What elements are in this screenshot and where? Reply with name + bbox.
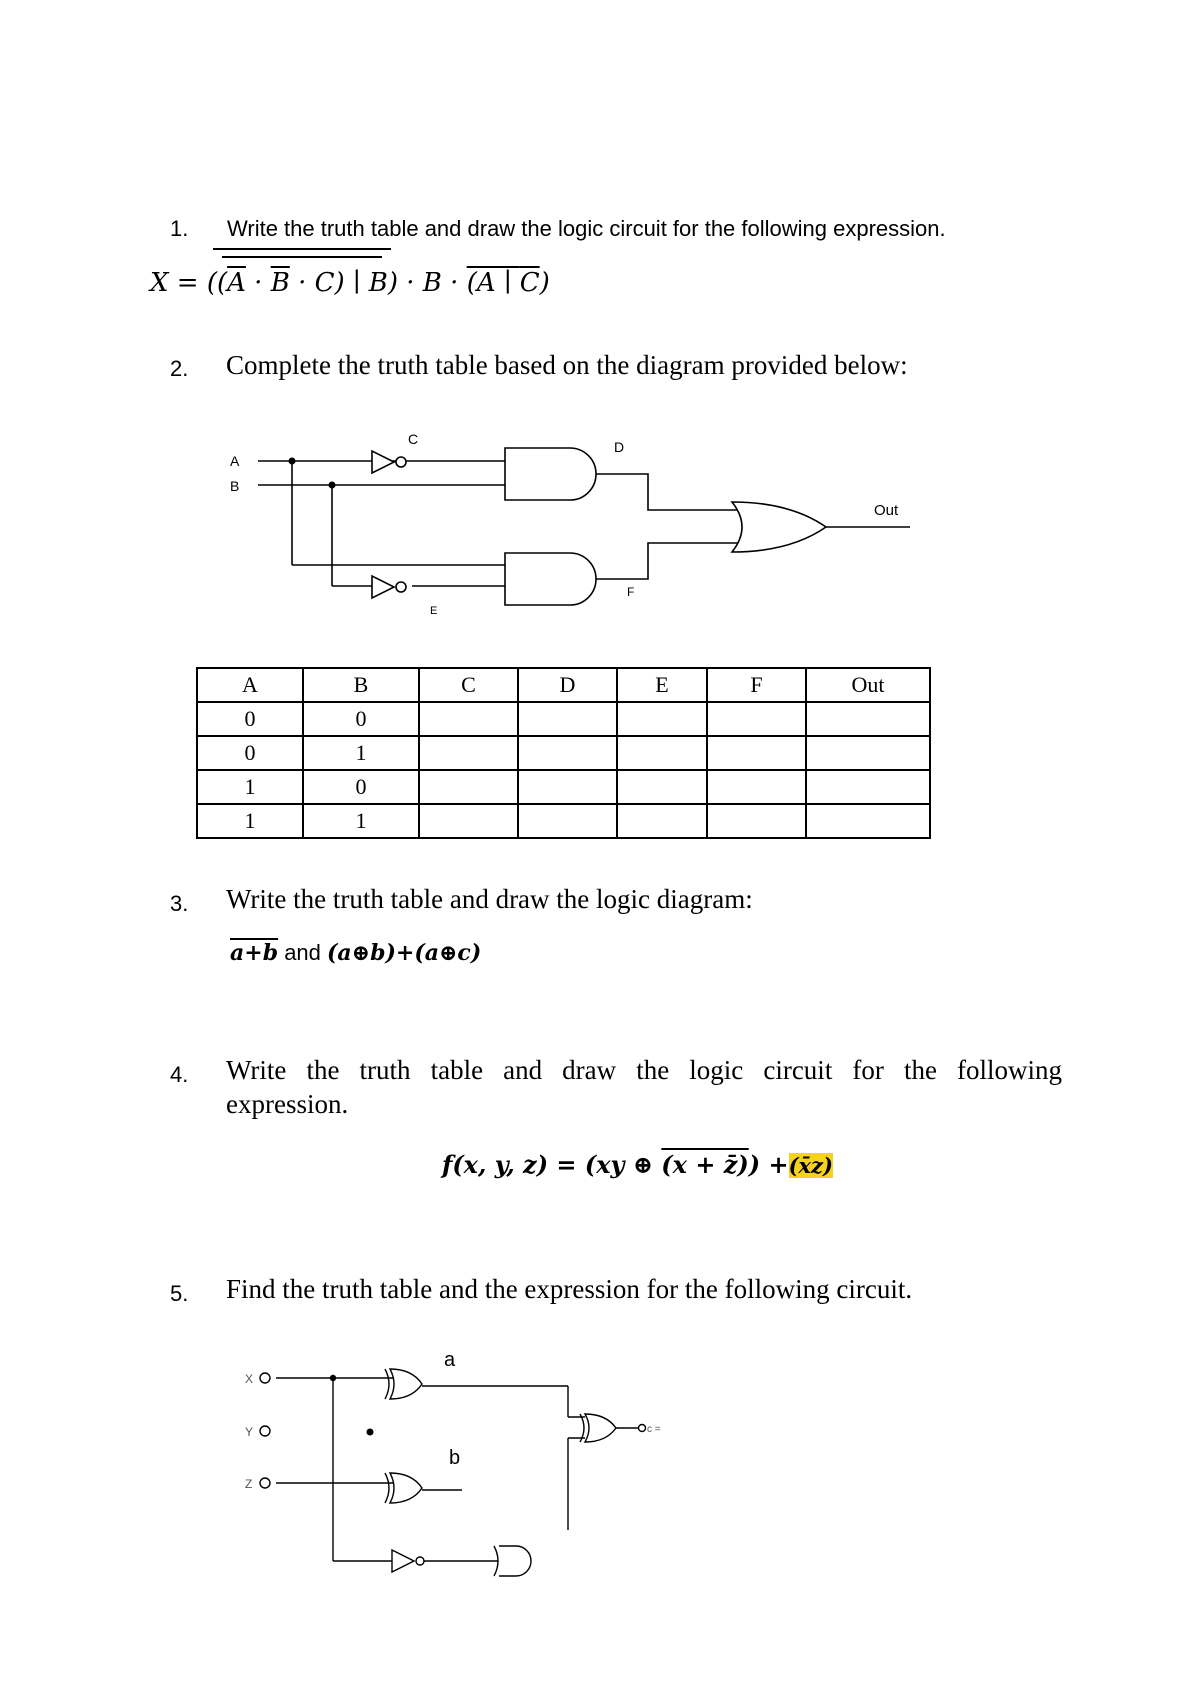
cell: 0 (197, 736, 303, 770)
label-c: C (408, 431, 419, 447)
gate-a (390, 1369, 422, 1399)
label-input-z: Z (245, 1477, 253, 1491)
input-z-node (260, 1478, 270, 1488)
cell: 1 (303, 804, 419, 838)
q4-expr-overline: (x + z̄) (661, 1150, 749, 1179)
gate-a-back (385, 1369, 389, 1399)
header-f: F (707, 668, 806, 702)
label-output-c: c = (647, 1424, 661, 1435)
q1-expr-dot1: · (245, 268, 271, 298)
gate-b (390, 1473, 422, 1503)
q2-text: Complete the truth table based on the diagram provided below: (226, 350, 908, 380)
q1-expr-a: $\overline{A}$ (227, 268, 246, 298)
q1-expr-dot2: · C) ∣ B) · B · (289, 268, 467, 298)
q1-expr-bbar: $\overline{B}$ (270, 268, 290, 298)
cell: 1 (197, 770, 303, 804)
q4-text-line2: expression. (226, 1089, 349, 1119)
label-e: E (430, 605, 438, 617)
cell: 0 (303, 702, 419, 736)
label-f: F (627, 585, 635, 599)
q1-expr-lhs: X = (( (150, 268, 228, 298)
q2-number: 2. (170, 356, 189, 381)
cell: 0 (303, 770, 419, 804)
cell: 0 (197, 702, 303, 736)
input-x-node (260, 1373, 270, 1383)
dot-y (367, 1429, 374, 1436)
header-e: E (617, 668, 707, 702)
label-d: D (614, 439, 625, 455)
q3-and-word: and (278, 940, 328, 965)
final-gate (585, 1414, 616, 1442)
header-d: D (518, 668, 617, 702)
q5-not-bubble (416, 1557, 424, 1565)
input-y-node (260, 1426, 270, 1436)
gate-c (499, 1546, 531, 1576)
q3-expr1: a+b (230, 940, 279, 966)
label-input-b: B (230, 478, 240, 494)
q4-expr-part1: f(x, y, z) = (xy ⊕ (442, 1150, 662, 1179)
header-out: Out (806, 668, 930, 702)
label-out: Out (874, 502, 899, 519)
q1-expr-paren-close: ) (539, 268, 550, 298)
header-c: C (419, 668, 518, 702)
label-input-y: Y (245, 1425, 254, 1439)
cell: 1 (197, 804, 303, 838)
q5-not-gate (392, 1550, 414, 1572)
q5-text: Find the truth table and the expression for the following circuit. (226, 1274, 913, 1304)
q4-expr-highlight: (x̄z) (788, 1153, 833, 1178)
q1-number: 1. (170, 216, 189, 241)
output-node (639, 1425, 646, 1432)
junction-x (330, 1375, 336, 1381)
q5-number: 5. (170, 1281, 189, 1306)
label-b: b (449, 1447, 461, 1469)
gate-b-back (385, 1473, 389, 1503)
header-b: B (303, 668, 419, 702)
q4-text-line1: Write the truth table and draw the logic circuit for the following (226, 1055, 1062, 1085)
q3-expr2: (a⊕b)+(a⊕c) (327, 940, 482, 966)
label-input-a: A (230, 453, 240, 469)
q3-number: 3. (170, 891, 189, 916)
q1-text: Write the truth table and draw the logic circuit for the following expression. (227, 216, 946, 241)
cell: 1 (303, 736, 419, 770)
q1-expr-paren-open: (A ∣ (466, 268, 520, 298)
q4-expr-part2: ) + (748, 1150, 789, 1179)
q3-text: Write the truth table and draw the logic diagram: (226, 884, 753, 914)
q1-expr-cbar: $\overline{C}$ (519, 268, 540, 298)
label-input-x: X (245, 1372, 254, 1386)
q4-number: 4. (170, 1062, 189, 1087)
label-a: a (444, 1349, 456, 1371)
header-a: A (197, 668, 303, 702)
